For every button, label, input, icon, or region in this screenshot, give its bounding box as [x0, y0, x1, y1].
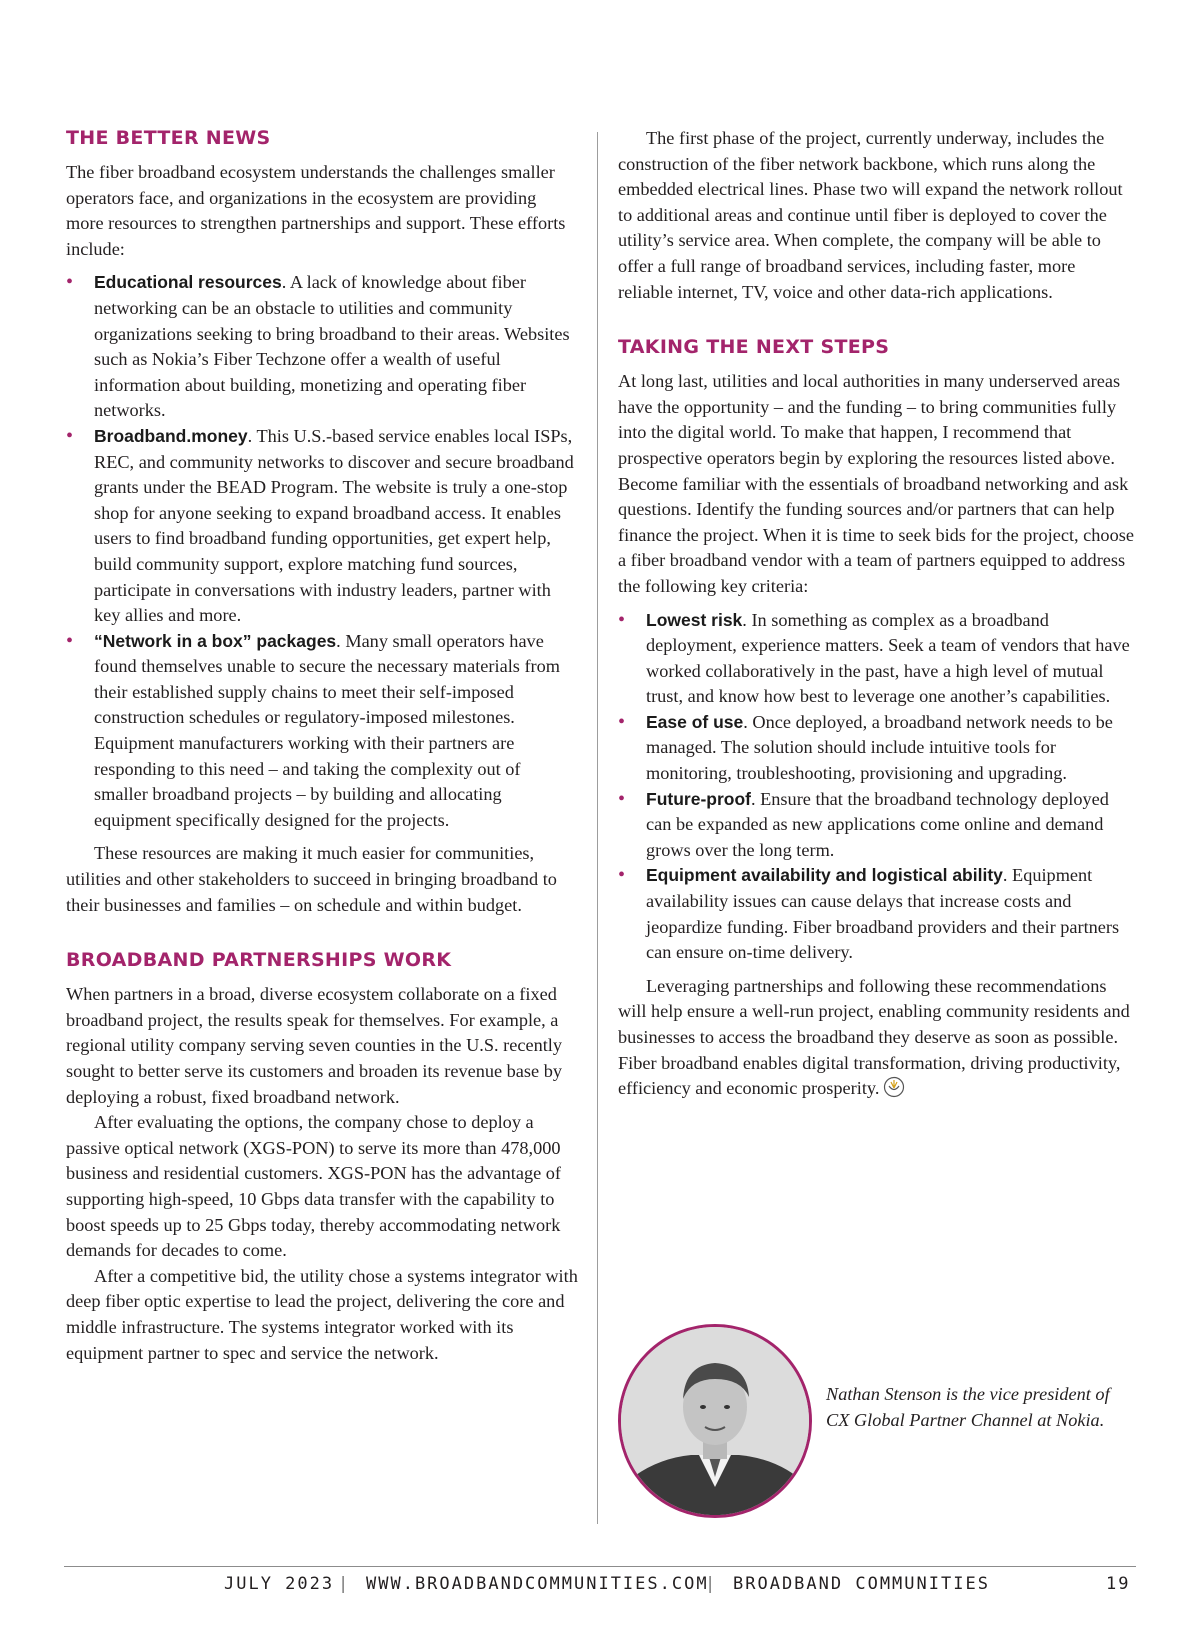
bullet-lead: Ease of use — [646, 711, 744, 732]
footer-website: WWW.BROADBANDCOMMUNITIES.COM — [366, 1574, 709, 1594]
author-bio: Nathan Stenson is the vice president of CX Global Partner Channel at Nokia. — [826, 1384, 1110, 1430]
criteria-list — [618, 608, 1134, 966]
next-steps-closing — [618, 974, 1134, 1102]
closing-text: Leveraging partnerships and following these recommendations will help ensure a well-run project, enabling community residents and businesses to access the broadband they deserve as soon as possible. Fiber broadband enables digital transformation, driving productivity, efficiency and economic prosperity. — [618, 975, 1130, 1099]
portrait-illustration — [621, 1327, 809, 1515]
list-item — [618, 787, 1134, 864]
bullet-lead: Lowest risk — [646, 609, 743, 630]
partnerships-paragraph-2: After evaluating the options, the company chose to deploy a passive optical network (XGS-PON) to serve its more than 478,000 business and residential customers. XGS-PON has the advantage of supporting high-speed, 10 Gbps data transfer with the capability to boost speeds up to 25 Gbps today, thereby accommodating network demands for decades to come. — [66, 1112, 562, 1261]
section-gap — [66, 918, 578, 948]
page-number: 19 — [1106, 1574, 1131, 1594]
column-divider — [597, 132, 598, 1524]
end-of-article-icon — [883, 1076, 905, 1098]
footer-date: JULY 2023 — [224, 1574, 335, 1594]
section-heading-next-steps: TAKING THE NEXT STEPS — [618, 336, 890, 359]
right-column — [618, 126, 1134, 1102]
list-item — [618, 863, 1134, 965]
resources-list — [66, 270, 578, 833]
list-item — [66, 270, 578, 424]
left-column — [66, 126, 578, 1366]
bullet-text: . A lack of knowledge about fiber networking can be an obstacle to utilities and community organizations seeking to bring broadband to their areas. Websites such as Nokia’s Fiber Techzone offer a wealth of useful information about building, monetizing and operating fiber networks. — [94, 272, 570, 421]
next-steps-intro: At long last, utilities and local authorities in many underserved areas have the opportunity – and the funding – to bring communities fully into the digital world. To make that happen, I recommend that prospective operators begin by exploring the resources listed above. Become familiar with the essentials of broadband networking and ask questions. Identify the funding sources and/or partners that can help finance the project. When it is time to seek bids for the project, choose a fiber broadband vendor with a team of partners equipped to address the following key criteria: — [618, 371, 1134, 596]
bullet-text: . Once deployed, a broadband network needs to be managed. The solution should include intuitive tools for monitoring, troubleshooting, provisioning and upgrading. — [646, 711, 1113, 784]
section-heading-better-news: THE BETTER NEWS — [66, 127, 271, 149]
page-footer — [0, 1574, 1200, 1604]
bullet-lead: Equipment availability and logistical ability — [646, 865, 1003, 886]
bullet-lead: Educational resources — [94, 272, 282, 293]
section-gap — [618, 305, 1134, 335]
list-item — [66, 629, 578, 834]
list-item — [618, 608, 1134, 710]
list-item — [618, 710, 1134, 787]
bullet-lead: Broadband.money — [94, 425, 248, 446]
partnerships-paragraph-1: When partners in a broad, diverse ecosystem collaborate on a fixed broadband project, the results speak for themselves. For example, a regional utility company serving seven counties in the U.S. recently sought to better serve its customers and broaden its revenue base by deploying a robust, fixed broadband network. — [66, 984, 563, 1107]
bullet-text: . Many small operators have found themselves unable to secure the necessary materials from their established supply chains to meet their self-imposed construction schedules or regulatory-imposed milestones. Equipment manufacturers working with their partners are responding to this need – and taking the complexity out of smaller broadband projects – by building and allocating equipment specifically designed for the projects. — [94, 630, 561, 830]
author-portrait — [618, 1324, 812, 1518]
section-heading-partnerships: BROADBAND PARTNERSHIPS WORK — [66, 949, 452, 972]
footer-separator: | — [338, 1574, 351, 1594]
footer-publication: BROADBAND COMMUNITIES — [733, 1574, 990, 1594]
list-item — [66, 424, 578, 629]
footer-rule — [64, 1566, 1136, 1567]
better-news-intro: The fiber broadband ecosystem understands the challenges smaller operators face, and organizations in the ecosystem are providing more resources to strengthen partnerships and support. These efforts include: — [66, 162, 566, 259]
bullet-text: . Equipment availability issues can cause delays that increase costs and jeopardize funding. Fiber broadband providers and their partners can ensure on-time delivery. — [646, 865, 1120, 963]
phase-paragraph: The first phase of the project, currently underway, includes the construction of the fiber network backbone, which runs along the embedded electrical lines. Phase two will expand the network rollout to additional areas and continue until fiber is deployed to cover the utility’s service area. When complete, the company will be able to offer a full range of broadband services, including faster, more reliable internet, TV, voice and other data-rich applications. — [618, 128, 1123, 302]
better-news-closing: These resources are making it much easier for communities, utilities and other stakeholders to succeed in bringing broadband to their businesses and families – on schedule and within budget. — [66, 843, 557, 915]
author-block — [618, 1324, 1138, 1534]
bullet-lead: “Network in a box” packages — [94, 630, 337, 651]
bullet-text: . Ensure that the broadband technology deployed can be expanded as new applications come online and demand grows over the long term. — [646, 788, 1109, 860]
bullet-lead: Future-proof — [646, 788, 751, 809]
partnerships-paragraph-3: After a competitive bid, the utility chose a systems integrator with deep fiber optic expertise to lead the project, delivering the core and middle infrastructure. The systems integrator worked with its equipment partner to spec and service the network. — [66, 1265, 578, 1363]
bullet-text: . In something as complex as a broadband deployment, experience matters. Seek a team of vendors that have worked collaboratively in the past, have a high level of mutual trust, and know how best to leverage one another’s capabilities. — [646, 609, 1130, 707]
footer-separator: | — [705, 1574, 718, 1594]
bullet-text: . This U.S.-based service enables local ISPs, REC, and community networks to discover and secure broadband grants under the BEAD Program. The website is truly a one-stop shop for anyone seeking to expand broadband access. It enables users to find broadband funding opportunities, get expert help, build community support, explore matching fund sources, participate in conversations with industry leaders, partner with key allies and more. — [94, 425, 574, 626]
